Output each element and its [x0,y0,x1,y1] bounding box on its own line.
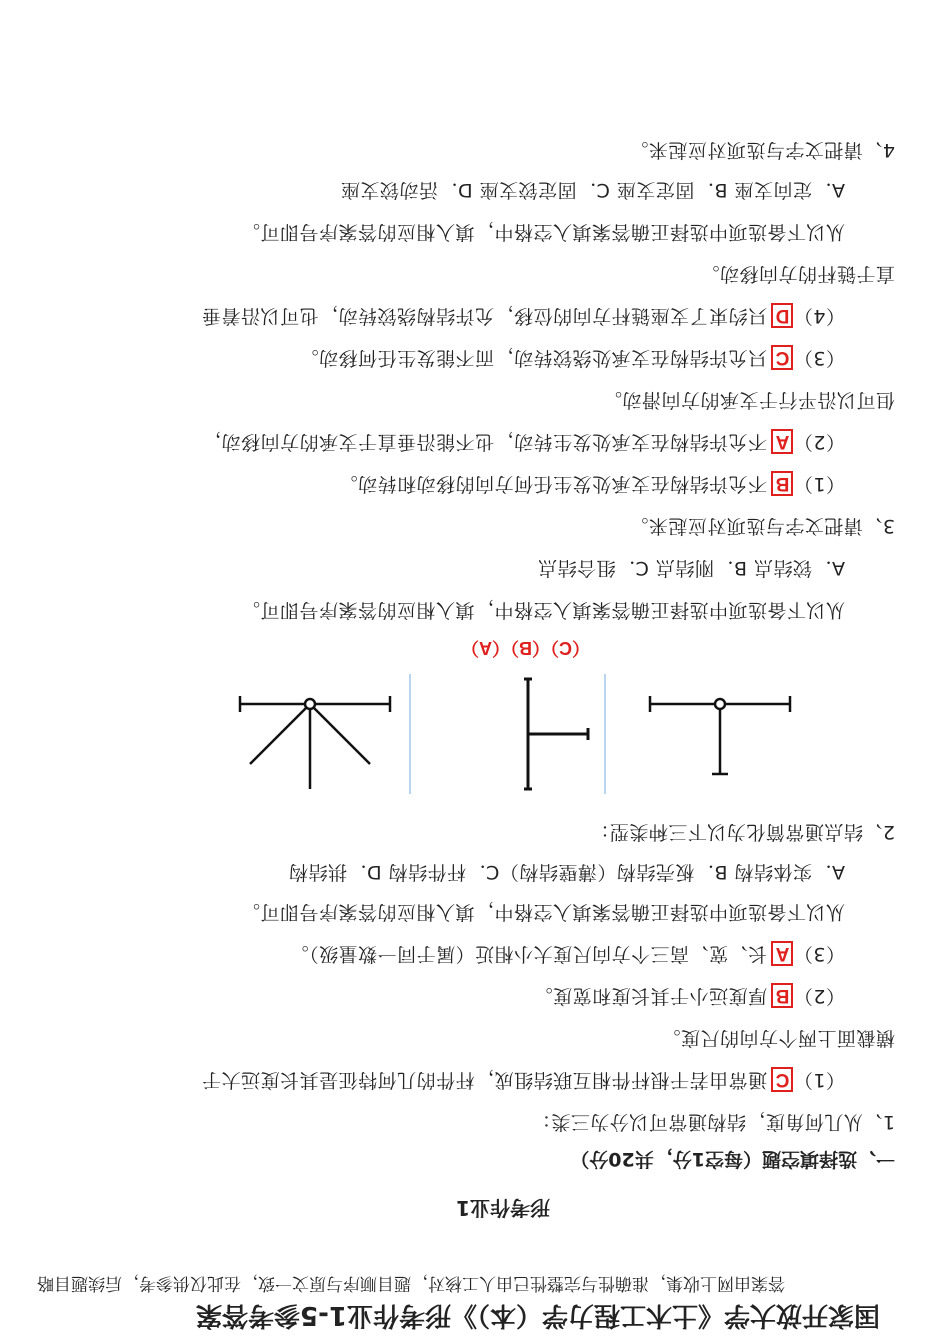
q3-item-4: （4）D只约束了支座链杆方向的位移，允许结构绕铰转动，也可以沿着垂 [201,305,845,327]
document-title: 国家开放大学《土木工程力学（本）》形考作业1-5参考答案 [196,1300,880,1330]
joint-diagrams [240,664,800,804]
combined-joint-diagram [240,696,390,789]
q2-options: A．铰结点 B．刚结点 C．组合结点 [537,557,845,579]
q1-answer-1: C [771,1067,793,1092]
q1-answer-3: A [771,941,793,966]
q1-item-1: （1）C通常由若干根杆件相互联结组成，杆件的几何特征是其长度远大于 [201,1069,845,1091]
q3-answer-2: A [771,429,793,454]
q3-instruction: 从以下备选项中选择正确答案填入空格中，填入相应的答案序号即可。 [240,221,845,243]
q3-item-4-cont: 直于链杆的方向移动。 [699,263,895,285]
rigid-joint-diagram [524,679,588,789]
q3-stem: 3、请把文字与选项对应起来。 [628,515,895,537]
source-note: 答案由网上收集，准确性与完整性已由人工核对，题目顺序与原文一致，在此仅供参考，后续题目略 [37,1273,785,1293]
q1-item-1-cont: 横截面上两个方向的尺度。 [660,1027,895,1049]
q2-instruction: 从以下备选项中选择正确答案填入空格中，填入相应的答案序号即可。 [240,599,845,621]
homework-heading: 形考作业1 [456,1196,550,1220]
q3-answer-4: D [771,303,793,328]
q3-item-3: （3）C只允许结构在支承处绕铰转动，而不能发生任何移动。 [299,347,845,369]
q2-stem: 2、结点通常简化为以下三种类型： [589,821,895,843]
q3-answer-3: C [771,345,793,370]
section-heading: 一、选择填空题（每空1分，共20分） [570,1148,895,1170]
q1-stem: 1、从几何角度，结构通常可以分为三类： [531,1111,895,1133]
q3-answer-1: B [771,471,793,496]
q3-item-1: （1）B不允许结构在支承处发生任何方向的移动和转动。 [338,473,845,495]
q1-instruction: 从以下备选项中选择正确答案填入空格中，填入相应的答案序号即可。 [240,901,845,923]
q1-item-2: （2）B厚度远小于其长度和宽度。 [533,985,845,1007]
q3-item-2: （2）A不允许结构在支承处发生转动，也不能沿垂直于支承的方向移动， [201,431,845,453]
q2-answer-labels: （C）（B）（A） [461,638,590,658]
hinge-joint-diagram [650,696,790,774]
q4-stem: 4、请把文字与选项对应起来。 [628,139,895,161]
q1-options: A．实体结构 B．板壳结构（薄壁结构）C．杆件结构 D．拱结构 [288,861,845,883]
q1-item-3: （3）A长、宽、高三个方向尺度大小相近（属于同一数量级）。 [289,943,845,965]
q1-answer-2: B [771,983,793,1008]
q3-item-2-cont: 但可以沿平行于支承的方向滑动。 [602,389,895,411]
q3-options: A．定向支座 B．固定支座 C．固定铰支座 D．活动铰支座 [340,179,845,201]
